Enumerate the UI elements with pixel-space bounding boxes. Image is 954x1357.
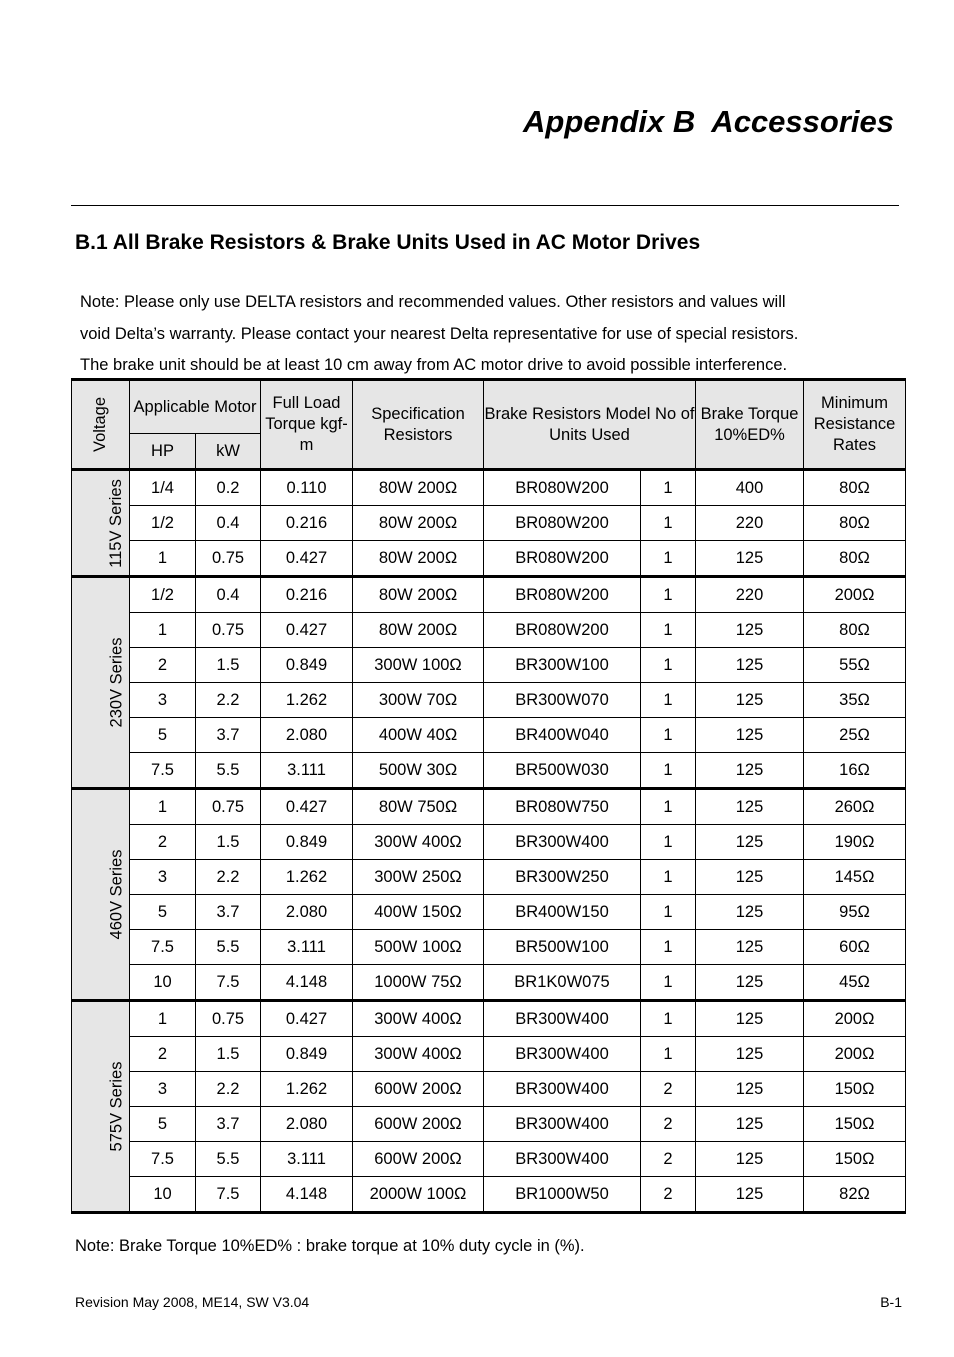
cell-torque: 0.849 (261, 1037, 353, 1072)
cell-resistor-model: BR300W400 (484, 1142, 641, 1177)
cell-spec-resistor: 80W 200Ω (353, 613, 484, 648)
table-row (72, 613, 906, 648)
cell-min-resistance: 55Ω (804, 648, 906, 683)
header-kw: kW (196, 434, 261, 470)
header-minimum-resistance: Minimum Resistance Rates (804, 380, 906, 470)
table-row (72, 860, 906, 895)
voltage-series-label: 230V Series (72, 577, 130, 789)
cell-torque: 0.427 (261, 789, 353, 825)
cell-hp: 10 (130, 1177, 196, 1213)
cell-hp: 3 (130, 860, 196, 895)
cell-spec-resistor: 300W 70Ω (353, 683, 484, 718)
cell-units-used: 2 (641, 1107, 696, 1142)
header-rule (71, 205, 899, 206)
cell-hp: 1 (130, 613, 196, 648)
header-specification-resistors: Specification Resistors (353, 380, 484, 470)
cell-brake-torque: 125 (696, 789, 804, 825)
cell-min-resistance: 60Ω (804, 930, 906, 965)
cell-brake-torque: 125 (696, 1001, 804, 1037)
cell-min-resistance: 35Ω (804, 683, 906, 718)
cell-torque: 4.148 (261, 1177, 353, 1213)
cell-resistor-model: BR300W400 (484, 825, 641, 860)
cell-resistor-model: BR300W070 (484, 683, 641, 718)
cell-resistor-model: BR400W150 (484, 895, 641, 930)
cell-min-resistance: 80Ω (804, 613, 906, 648)
cell-units-used: 1 (641, 860, 696, 895)
cell-kw: 3.7 (196, 1107, 261, 1142)
cell-units-used: 1 (641, 683, 696, 718)
table-row (72, 930, 906, 965)
cell-torque: 1.262 (261, 1072, 353, 1107)
cell-spec-resistor: 80W 200Ω (353, 506, 484, 541)
cell-resistor-model: BR080W750 (484, 789, 641, 825)
voltage-series-label: 115V Series (72, 470, 130, 577)
table-row (72, 895, 906, 930)
header-hp: HP (130, 434, 196, 470)
cell-kw: 1.5 (196, 1037, 261, 1072)
cell-spec-resistor: 600W 200Ω (353, 1107, 484, 1142)
cell-spec-resistor: 300W 400Ω (353, 1037, 484, 1072)
voltage-group (72, 1001, 906, 1213)
cell-brake-torque: 125 (696, 648, 804, 683)
cell-torque: 4.148 (261, 965, 353, 1001)
cell-kw: 2.2 (196, 683, 261, 718)
table-row (72, 577, 906, 613)
cell-kw: 5.5 (196, 1142, 261, 1177)
cell-spec-resistor: 80W 750Ω (353, 789, 484, 825)
cell-units-used: 1 (641, 613, 696, 648)
cell-kw: 7.5 (196, 1177, 261, 1213)
cell-brake-torque: 125 (696, 1107, 804, 1142)
cell-resistor-model: BR500W030 (484, 753, 641, 789)
cell-spec-resistor: 80W 200Ω (353, 541, 484, 577)
table-row (72, 1001, 906, 1037)
cell-units-used: 1 (641, 470, 696, 506)
cell-units-used: 1 (641, 789, 696, 825)
cell-kw: 5.5 (196, 930, 261, 965)
cell-spec-resistor: 600W 200Ω (353, 1072, 484, 1107)
cell-units-used: 1 (641, 506, 696, 541)
cell-torque: 0.427 (261, 613, 353, 648)
cell-torque: 0.849 (261, 825, 353, 860)
cell-min-resistance: 45Ω (804, 965, 906, 1001)
table-row (72, 718, 906, 753)
cell-torque: 2.080 (261, 718, 353, 753)
cell-hp: 1/4 (130, 470, 196, 506)
footnote: Note: Brake Torque 10%ED% : brake torque at 10% duty cycle in (%). (75, 1237, 585, 1255)
cell-brake-torque: 125 (696, 753, 804, 789)
cell-spec-resistor: 2000W 100Ω (353, 1177, 484, 1213)
cell-min-resistance: 150Ω (804, 1107, 906, 1142)
cell-hp: 3 (130, 683, 196, 718)
cell-hp: 3 (130, 1072, 196, 1107)
cell-units-used: 1 (641, 1037, 696, 1072)
cell-spec-resistor: 80W 200Ω (353, 470, 484, 506)
cell-kw: 0.4 (196, 577, 261, 613)
table-row (72, 1142, 906, 1177)
footer-revision: Revision May 2008, ME14, SW V3.04 (75, 1294, 310, 1310)
cell-brake-torque: 125 (696, 965, 804, 1001)
cell-units-used: 2 (641, 1177, 696, 1213)
cell-units-used: 1 (641, 825, 696, 860)
cell-units-used: 1 (641, 930, 696, 965)
cell-units-used: 2 (641, 1072, 696, 1107)
cell-min-resistance: 145Ω (804, 860, 906, 895)
cell-torque: 2.080 (261, 895, 353, 930)
note-line: The brake unit should be at least 10 cm away from AC motor drive to avoid possible interference. (80, 356, 788, 374)
cell-kw: 0.4 (196, 506, 261, 541)
cell-spec-resistor: 400W 150Ω (353, 895, 484, 930)
cell-brake-torque: 125 (696, 860, 804, 895)
cell-hp: 5 (130, 1107, 196, 1142)
cell-min-resistance: 150Ω (804, 1142, 906, 1177)
cell-spec-resistor: 1000W 75Ω (353, 965, 484, 1001)
cell-spec-resistor: 80W 200Ω (353, 577, 484, 613)
cell-kw: 2.2 (196, 860, 261, 895)
cell-resistor-model: BR080W200 (484, 541, 641, 577)
cell-kw: 0.75 (196, 789, 261, 825)
table-row (72, 1037, 906, 1072)
cell-spec-resistor: 300W 100Ω (353, 648, 484, 683)
cell-resistor-model: BR500W100 (484, 930, 641, 965)
cell-min-resistance: 200Ω (804, 1037, 906, 1072)
footer-page-number: B-1 (880, 1294, 902, 1310)
cell-hp: 1 (130, 1001, 196, 1037)
cell-resistor-model: BR400W040 (484, 718, 641, 753)
cell-brake-torque: 125 (696, 1072, 804, 1107)
cell-units-used: 1 (641, 1001, 696, 1037)
table-row (72, 648, 906, 683)
cell-hp: 1/2 (130, 506, 196, 541)
cell-brake-torque: 125 (696, 683, 804, 718)
cell-resistor-model: BR080W200 (484, 613, 641, 648)
section-title: B.1 All Brake Resistors & Brake Units Used in AC Motor Drives (75, 231, 701, 254)
cell-kw: 0.75 (196, 1001, 261, 1037)
cell-spec-resistor: 600W 200Ω (353, 1142, 484, 1177)
cell-torque: 0.110 (261, 470, 353, 506)
cell-spec-resistor: 500W 100Ω (353, 930, 484, 965)
cell-resistor-model: BR080W200 (484, 577, 641, 613)
cell-units-used: 1 (641, 718, 696, 753)
cell-units-used: 2 (641, 1142, 696, 1177)
cell-brake-torque: 125 (696, 541, 804, 577)
cell-torque: 1.262 (261, 860, 353, 895)
cell-resistor-model: BR080W200 (484, 470, 641, 506)
cell-kw: 2.2 (196, 1072, 261, 1107)
cell-min-resistance: 200Ω (804, 1001, 906, 1037)
cell-units-used: 1 (641, 895, 696, 930)
cell-torque: 0.216 (261, 577, 353, 613)
cell-torque: 2.080 (261, 1107, 353, 1142)
cell-torque: 0.427 (261, 541, 353, 577)
cell-torque: 3.111 (261, 930, 353, 965)
cell-torque: 0.427 (261, 1001, 353, 1037)
cell-hp: 10 (130, 965, 196, 1001)
cell-units-used: 1 (641, 648, 696, 683)
cell-hp: 5 (130, 718, 196, 753)
cell-brake-torque: 125 (696, 1177, 804, 1213)
cell-kw: 0.75 (196, 613, 261, 648)
cell-spec-resistor: 400W 40Ω (353, 718, 484, 753)
cell-units-used: 1 (641, 577, 696, 613)
cell-units-used: 1 (641, 965, 696, 1001)
cell-kw: 0.75 (196, 541, 261, 577)
cell-resistor-model: BR1000W50 (484, 1177, 641, 1213)
cell-hp: 2 (130, 648, 196, 683)
cell-kw: 1.5 (196, 648, 261, 683)
cell-brake-torque: 125 (696, 1142, 804, 1177)
note-block (80, 287, 910, 382)
table-row (72, 753, 906, 789)
cell-hp: 7.5 (130, 753, 196, 789)
cell-brake-torque: 125 (696, 613, 804, 648)
cell-min-resistance: 82Ω (804, 1177, 906, 1213)
cell-min-resistance: 95Ω (804, 895, 906, 930)
cell-kw: 3.7 (196, 895, 261, 930)
cell-hp: 2 (130, 1037, 196, 1072)
cell-min-resistance: 16Ω (804, 753, 906, 789)
cell-hp: 1/2 (130, 577, 196, 613)
header-brake-torque: Brake Torque 10%ED% (696, 380, 804, 470)
cell-min-resistance: 200Ω (804, 577, 906, 613)
cell-brake-torque: 400 (696, 470, 804, 506)
cell-brake-torque: 125 (696, 895, 804, 930)
cell-kw: 5.5 (196, 753, 261, 789)
table-row (72, 1107, 906, 1142)
note-line: Note: Please only use DELTA resistors and recommended values. Other resistors and values will (80, 293, 786, 311)
header-applicable-motor: Applicable Motor (130, 380, 261, 434)
note-line: void Delta’s warranty. Please contact your nearest Delta representative for use of special resistors. (80, 324, 799, 343)
cell-min-resistance: 80Ω (804, 470, 906, 506)
cell-units-used: 1 (641, 753, 696, 789)
cell-resistor-model: BR080W200 (484, 506, 641, 541)
cell-min-resistance: 80Ω (804, 506, 906, 541)
cell-torque: 0.216 (261, 506, 353, 541)
cell-spec-resistor: 300W 400Ω (353, 1001, 484, 1037)
cell-torque: 3.111 (261, 753, 353, 789)
cell-resistor-model: BR300W400 (484, 1107, 641, 1142)
cell-brake-torque: 125 (696, 1037, 804, 1072)
table-row (72, 470, 906, 506)
voltage-group (72, 470, 906, 577)
table-row (72, 1072, 906, 1107)
header-voltage: Voltage (72, 380, 130, 470)
cell-min-resistance: 150Ω (804, 1072, 906, 1107)
header-full-load-torque: Full Load Torque kgf-m (261, 380, 353, 470)
cell-min-resistance: 25Ω (804, 718, 906, 753)
cell-hp: 7.5 (130, 930, 196, 965)
cell-torque: 3.111 (261, 1142, 353, 1177)
cell-brake-torque: 125 (696, 930, 804, 965)
table-row (72, 825, 906, 860)
cell-brake-torque: 220 (696, 506, 804, 541)
cell-brake-torque: 125 (696, 718, 804, 753)
cell-hp: 1 (130, 541, 196, 577)
cell-min-resistance: 260Ω (804, 789, 906, 825)
table-row (72, 541, 906, 577)
cell-hp: 7.5 (130, 1142, 196, 1177)
cell-resistor-model: BR300W400 (484, 1001, 641, 1037)
chapter-title: Appendix B Accessories (523, 104, 894, 139)
voltage-group (72, 577, 906, 789)
brake-resistor-table (71, 378, 906, 1214)
cell-kw: 0.2 (196, 470, 261, 506)
cell-min-resistance: 80Ω (804, 541, 906, 577)
cell-torque: 1.262 (261, 683, 353, 718)
table-row (72, 965, 906, 1001)
voltage-group (72, 789, 906, 1001)
cell-spec-resistor: 500W 30Ω (353, 753, 484, 789)
table-row (72, 1177, 906, 1213)
cell-kw: 3.7 (196, 718, 261, 753)
cell-resistor-model: BR300W250 (484, 860, 641, 895)
cell-resistor-model: BR300W400 (484, 1072, 641, 1107)
cell-spec-resistor: 300W 400Ω (353, 825, 484, 860)
cell-resistor-model: BR300W400 (484, 1037, 641, 1072)
cell-min-resistance: 190Ω (804, 825, 906, 860)
cell-units-used: 1 (641, 541, 696, 577)
cell-torque: 0.849 (261, 648, 353, 683)
cell-kw: 1.5 (196, 825, 261, 860)
cell-kw: 7.5 (196, 965, 261, 1001)
cell-resistor-model: BR300W100 (484, 648, 641, 683)
cell-brake-torque: 220 (696, 577, 804, 613)
cell-spec-resistor: 300W 250Ω (353, 860, 484, 895)
cell-hp: 2 (130, 825, 196, 860)
cell-hp: 1 (130, 789, 196, 825)
table-row (72, 789, 906, 825)
voltage-series-label: 460V Series (72, 789, 130, 1001)
header-brake-resistors-model: Brake Resistors Model No of Units Used (484, 380, 696, 470)
cell-brake-torque: 125 (696, 825, 804, 860)
table-row (72, 683, 906, 718)
voltage-series-label: 575V Series (72, 1001, 130, 1213)
cell-hp: 5 (130, 895, 196, 930)
table-row (72, 506, 906, 541)
cell-resistor-model: BR1K0W075 (484, 965, 641, 1001)
